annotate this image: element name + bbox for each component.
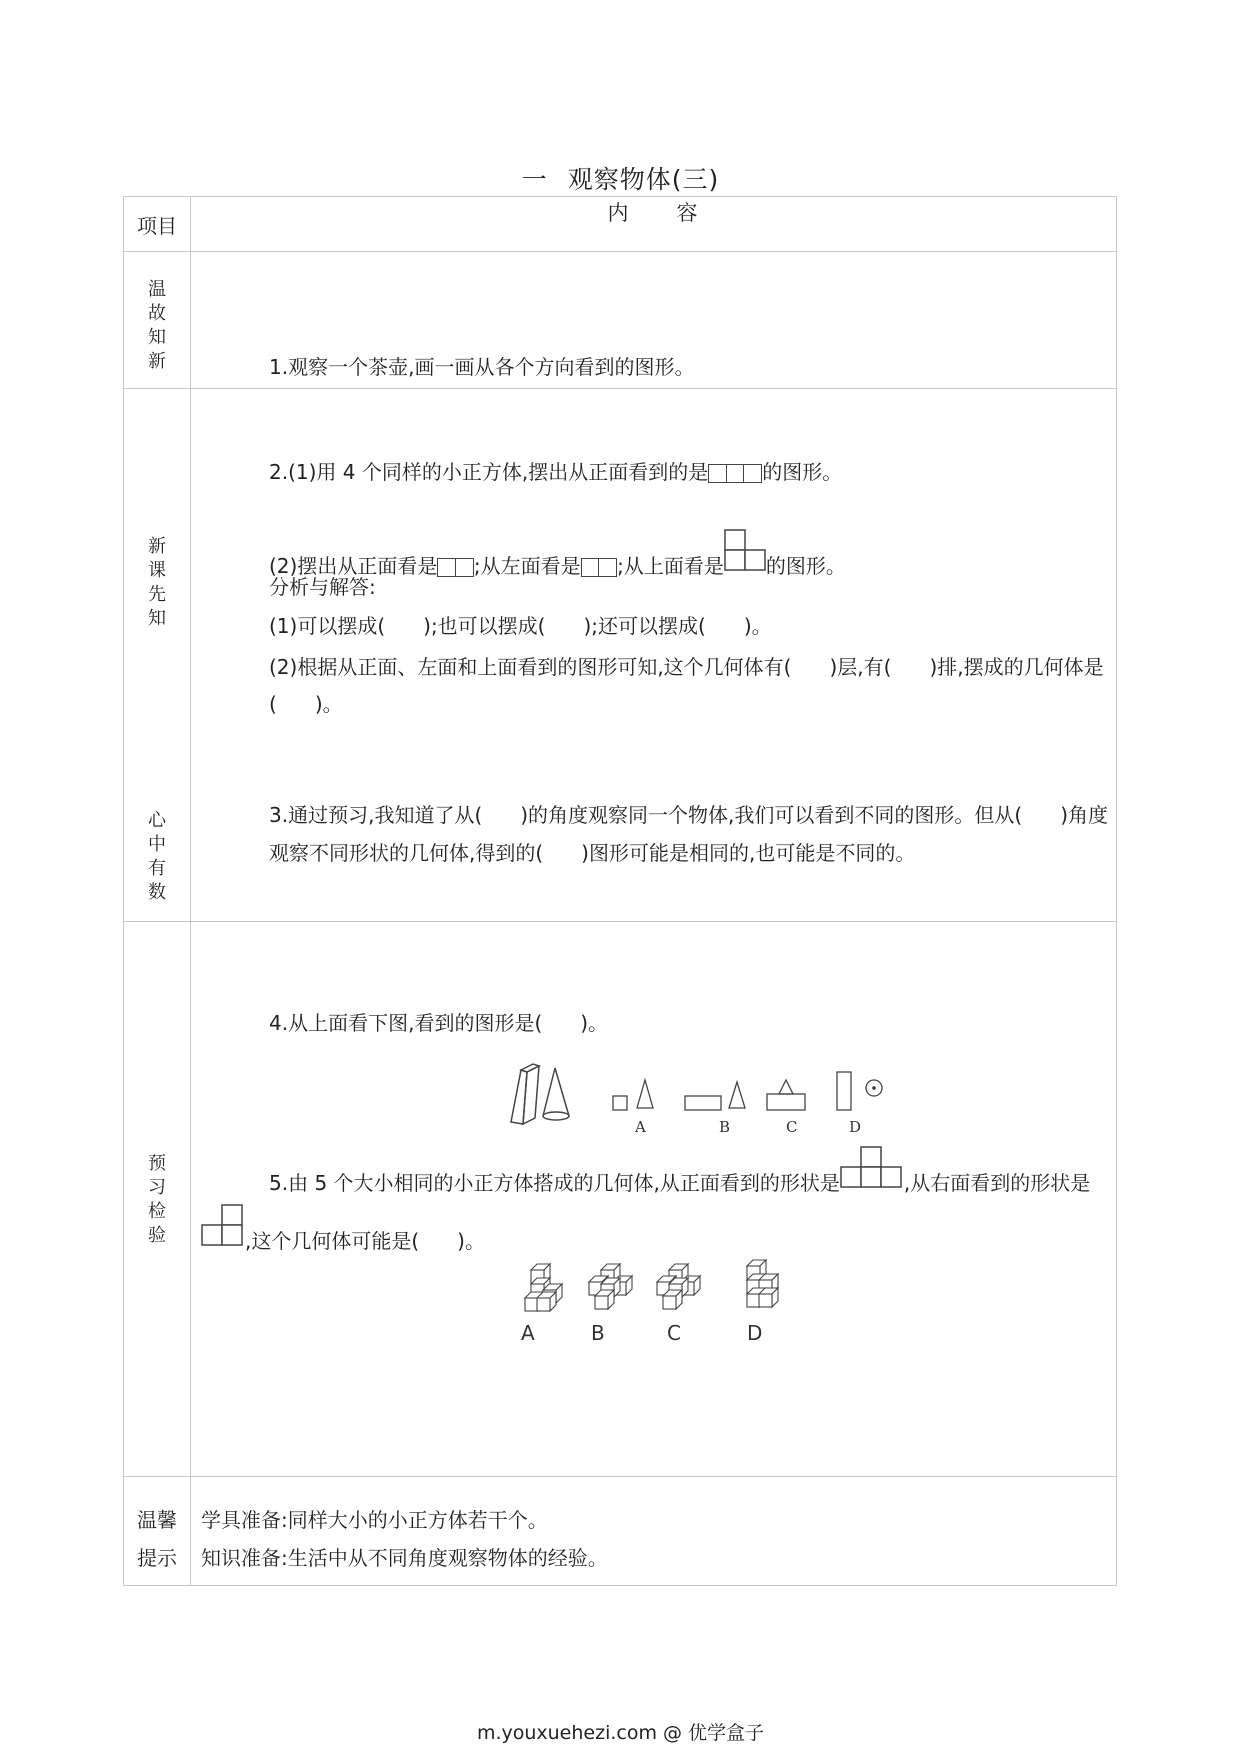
question-2-1: 2.(1)用 4 个同样的小正方体,摆出从正面看到的是 的图形。 bbox=[269, 460, 843, 484]
answer-2-cont: ( )。 bbox=[269, 692, 343, 716]
analysis-label: 分析与解答: bbox=[269, 575, 376, 599]
label-new-lesson: 新 课 先 知 心 中 有 数 bbox=[124, 389, 191, 922]
l-shape-squares-icon bbox=[724, 529, 766, 581]
question-4: 4.从上面看下图,看到的图形是( )。 bbox=[269, 1011, 609, 1035]
row-preview bbox=[124, 922, 1117, 1477]
tip-1: 学具准备:同样大小的小正方体若干个。 bbox=[201, 1508, 548, 1532]
worksheet-table bbox=[123, 196, 1117, 1586]
prism-shape bbox=[511, 1064, 539, 1124]
answer-2: (2)根据从正面、左面和上面看到的图形可知,这个几何体有( )层,有( )排,摆成的几何体是 bbox=[269, 655, 1104, 679]
page-title: 一 观察物体(三) bbox=[521, 165, 720, 194]
option-d-cube bbox=[759, 1288, 778, 1307]
question-5-line-1: 5.由 5 个大小相同的小正方体搭成的几何体,从正面看到的形状是 ,从右面看到的形状是 bbox=[269, 1146, 1090, 1198]
question-1: 1.观察一个茶壶,画一画从各个方向看到的图形。 bbox=[269, 355, 695, 379]
label-tips: 温馨 提示 bbox=[124, 1477, 191, 1586]
right-view-icon bbox=[201, 1204, 245, 1256]
content-preview bbox=[191, 922, 1117, 1477]
option-d-shape bbox=[837, 1072, 882, 1110]
three-squares-icon bbox=[708, 464, 762, 483]
tip-2: 知识准备:生活中从不同角度观察物体的经验。 bbox=[201, 1546, 608, 1570]
cone-shape bbox=[543, 1068, 569, 1120]
option-b-cube bbox=[595, 1290, 614, 1309]
question-3-line-1: 3.通过预习,我知道了从( )的角度观察同一个物体,我们可以看到不同的图形。但从( )角度 bbox=[269, 803, 1109, 827]
label-preview: 预 习 检 验 bbox=[124, 922, 191, 1477]
q4-option-b-label: B bbox=[719, 1118, 731, 1134]
content-review bbox=[191, 252, 1117, 389]
row-tips bbox=[124, 1477, 1117, 1586]
label-review: 温 故 知 新 bbox=[124, 252, 191, 389]
two-squares-icon bbox=[581, 558, 618, 577]
answer-1: (1)可以摆成( );也可以摆成( );还可以摆成( )。 bbox=[269, 614, 772, 638]
q4-option-a-label: A bbox=[635, 1118, 646, 1134]
row-new-lesson bbox=[124, 389, 1117, 922]
question-5-line-2: ,这个几何体可能是( )。 bbox=[201, 1204, 485, 1256]
q4-option-d-label: D bbox=[849, 1118, 862, 1134]
option-c-shape bbox=[767, 1080, 805, 1110]
q5-option-c-label: C bbox=[667, 1321, 681, 1345]
question-2-2: (2)摆出从正面看是 ;从左面看是 ;从上面看是 的图形。 bbox=[269, 529, 846, 581]
question-3-line-2: 观察不同形状的几何体,得到的( )图形可能是相同的,也可能是不同的。 bbox=[269, 841, 916, 865]
table-header-row bbox=[124, 197, 1117, 252]
q4-figure bbox=[509, 1058, 889, 1134]
q5-option-b-label: B bbox=[591, 1321, 605, 1345]
option-b-shape bbox=[685, 1082, 745, 1110]
q5-labels bbox=[511, 1318, 811, 1348]
q5-figure bbox=[511, 1252, 811, 1318]
option-a-cube bbox=[537, 1292, 556, 1311]
option-c-cube bbox=[663, 1290, 682, 1309]
q4-option-c-label: C bbox=[786, 1118, 798, 1134]
two-squares-icon bbox=[437, 558, 474, 577]
option-a-shape bbox=[613, 1080, 653, 1110]
q5-option-d-label: D bbox=[747, 1321, 763, 1345]
content-tips bbox=[191, 1477, 1117, 1586]
front-view-icon bbox=[840, 1146, 904, 1198]
header-content: 内 容 bbox=[191, 197, 1117, 252]
q5-option-a-label: A bbox=[521, 1321, 535, 1345]
header-item: 项目 bbox=[124, 197, 191, 252]
row-review bbox=[124, 252, 1117, 389]
content-new-lesson bbox=[191, 389, 1117, 922]
footer-watermark: m.youxuehezi.com @ 优学盒子 bbox=[476, 1722, 765, 1744]
